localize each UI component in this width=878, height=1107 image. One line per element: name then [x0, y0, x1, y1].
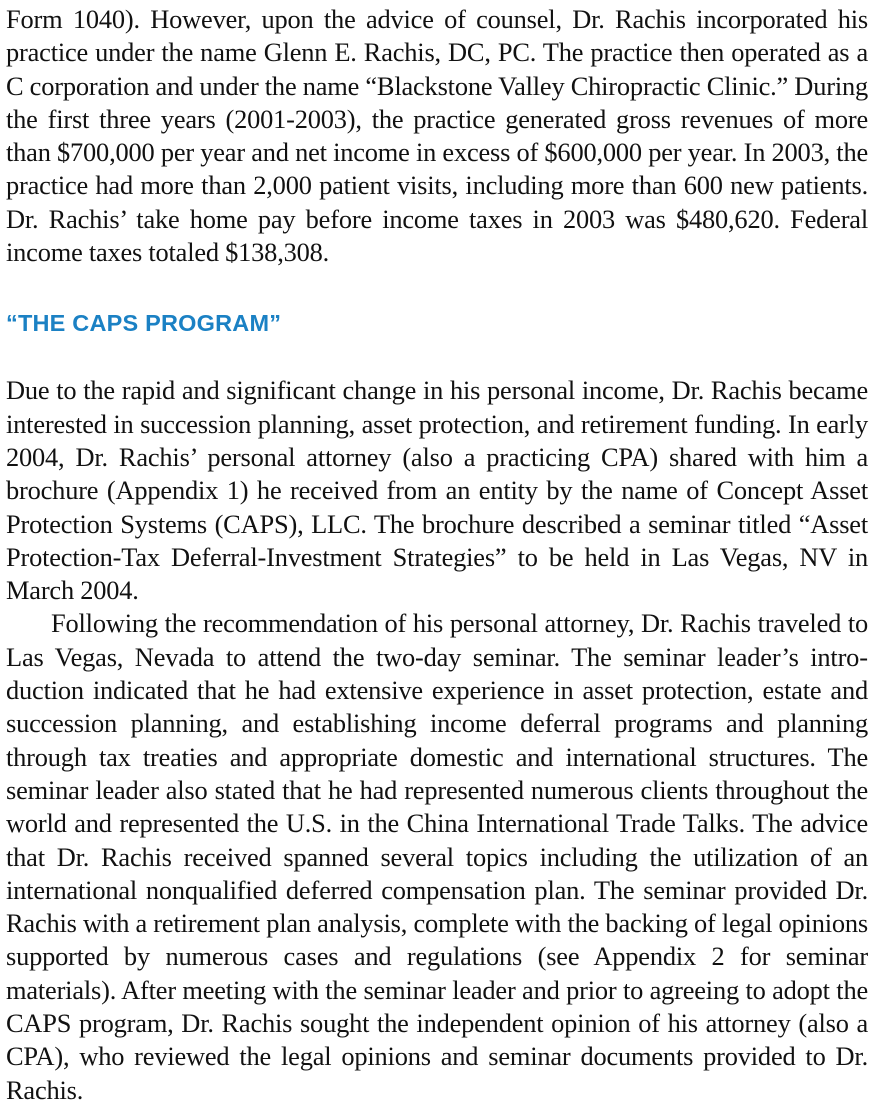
heading-spacer-below — [6, 337, 868, 374]
paragraph-caps-intro: Due to the rapid and significant change in his personal income, Dr. Rachis became interested in succession planning, asset protection, and retirement funding. In early 2004, Dr. Rachis’ personal attorney (also a practicing CPA) shared with him a brochure (Appendix 1) he received from an entity by the name of Concept Asset Protection Systems (CAPS), LLC. The brochure described a seminar titled “Asset Protection-Tax Deferral-Investment Strategies” to be held in Las Vegas, NV in March 2004. — [6, 375, 868, 606]
paragraph-incorporation: Form 1040). However, upon the advice of counsel, Dr. Rachis incorporated his practice under the name Glenn E. Rachis, DC, PC. The practice then operated as a C corporation and under the name “Blackstone Valley Chiropractic Clinic.” During the first three years (2001-2003), the practice generated gross revenues of more than $700,000 per year and net income in excess of $600,000 per year. In 2003, the practice had more than 2,000 patient visits, including more than 600 new patients. Dr. Rachis’ take home pay before income taxes in 2003 was $480,620. Federal income taxes totaled $138,308. — [6, 4, 868, 268]
paragraph-seminar-attendance: Following the recommendation of his personal attorney, Dr. Rachis traveled to Las Vegas, Nevada to attend the two-day seminar. The seminar leader’s introduction indicated that he had extensive experience in asset protection, estate and succession planning, and establishing income deferral programs and planning through tax treaties and appropriate domestic and international structures. The seminar leader also stated that he had represented numerous clients throughout the world and represented the U.S. in the China International Trade Talks. The advice that Dr. Rachis received spanned several topics including the utilization of an international nonqualified deferred compensation plan. The seminar provided Dr. Rachis with a retirement plan analysis, complete with the backing of legal opinions supported by numerous cases and regulations (see Appendix 2 for seminar materials). After meeting with the seminar leader and prior to agreeing to adopt the CAPS program, Dr. Rachis sought the independent opinion of his attorney (also a CPA), who reviewed the legal opinions and seminar documents provided to Dr. Rachis. — [6, 608, 868, 1105]
heading-spacer-above — [6, 269, 868, 310]
section-heading-caps-program: “THE CAPS PROGRAM” — [6, 310, 282, 337]
